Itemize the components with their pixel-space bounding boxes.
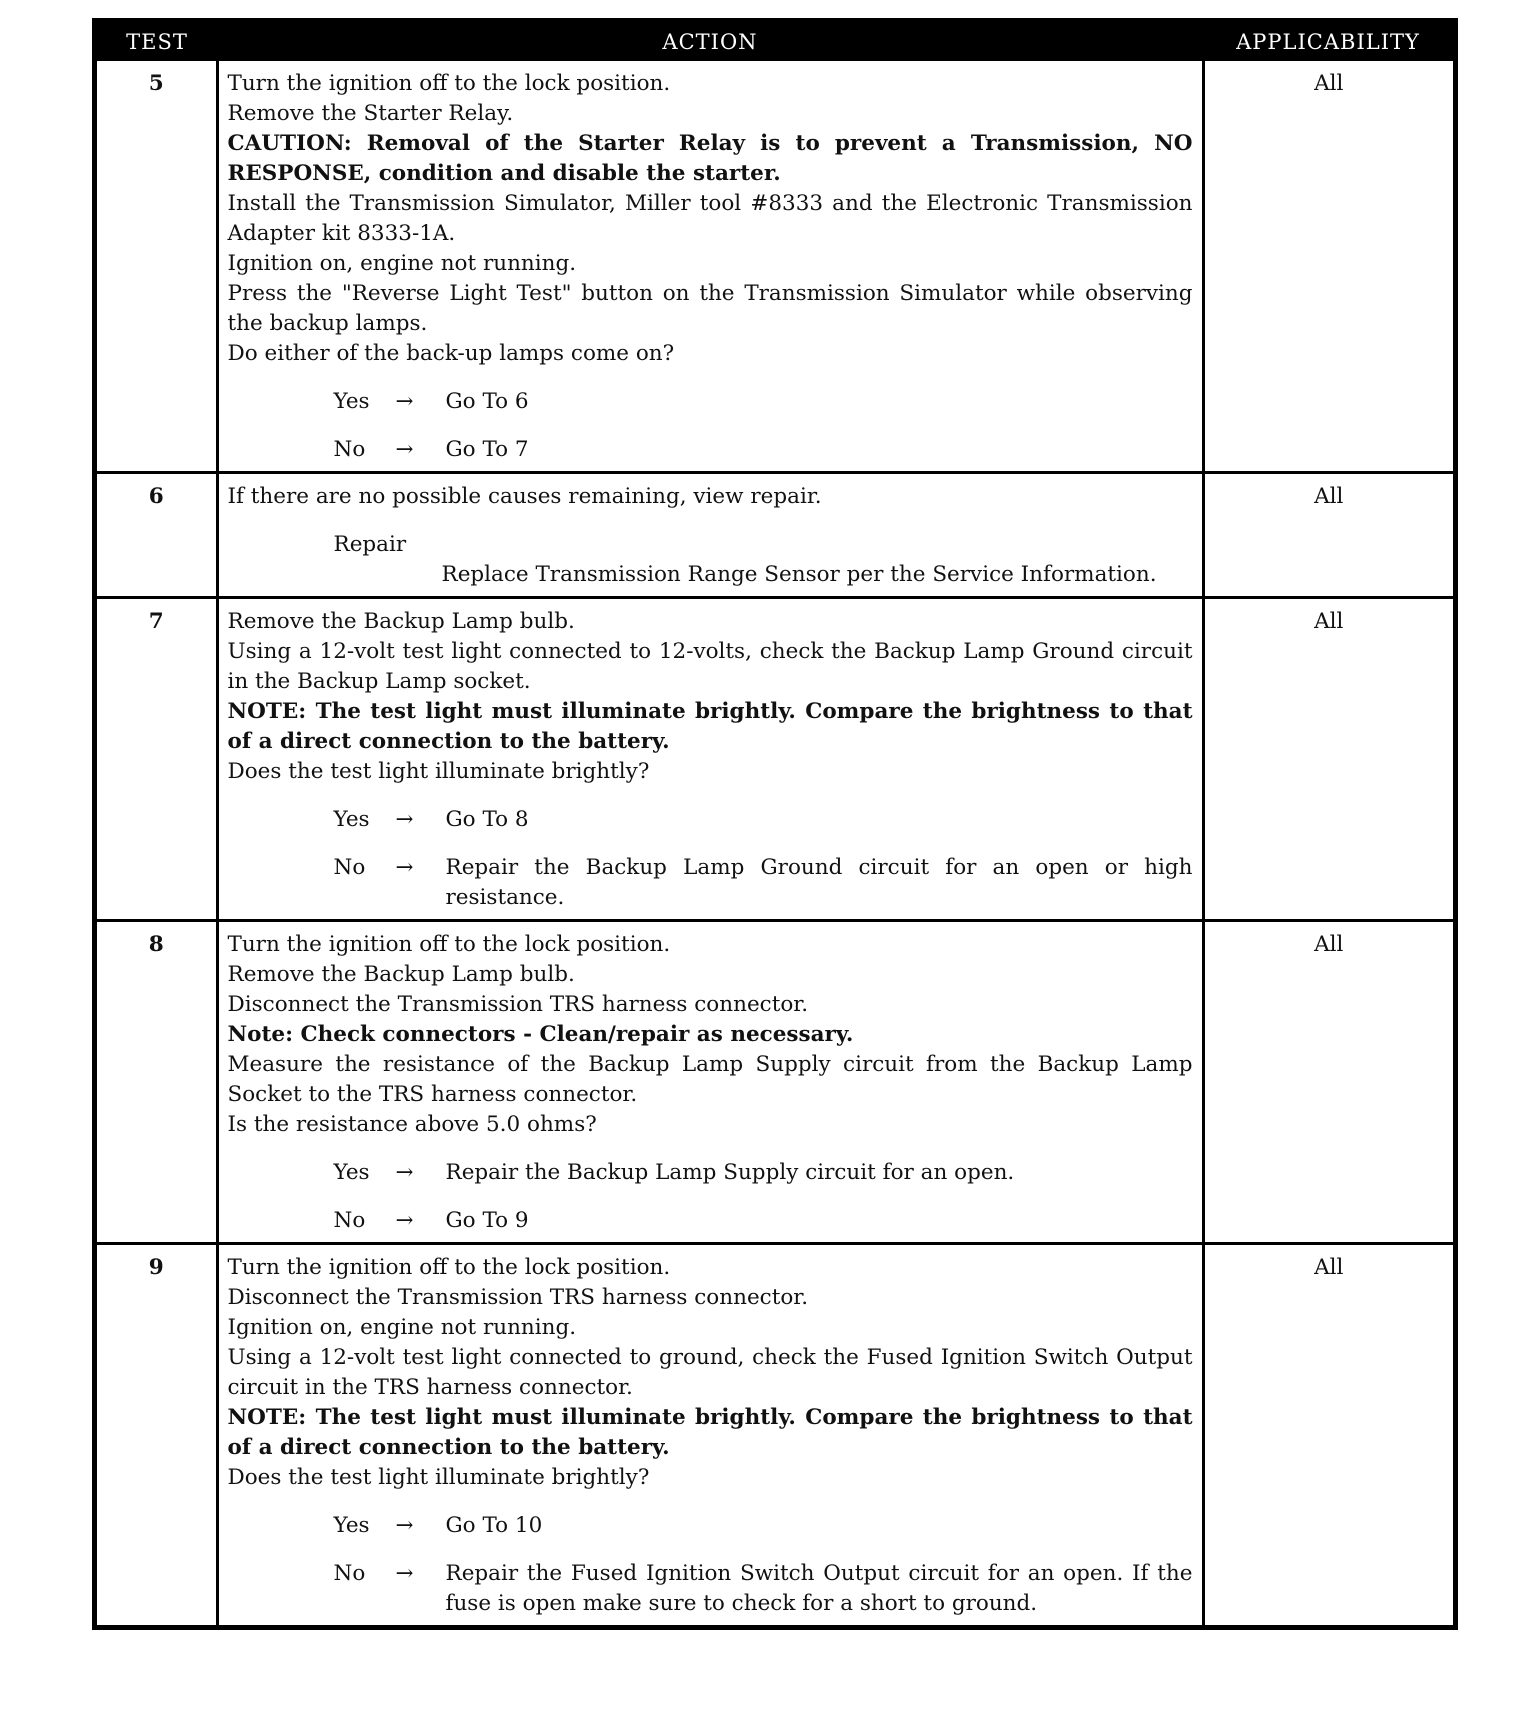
action-step: Measure the resistance of the Backup Lamp Supply circuit from the Backup Lamp Socket to the TRS harness connector. [227,1052,1193,1107]
action-step: Remove the Backup Lamp bulb. [227,609,575,634]
outcome-result: Go To 8 [445,807,529,832]
outcome-result: Go To 9 [445,1208,529,1233]
outcome-result: Repair the Backup Lamp Ground circuit for an open or high resistance. [445,855,1193,910]
outcome-list [228,1158,1193,1236]
arrow-icon: → [395,855,414,880]
test-number: 8 [97,921,217,1244]
arrow-icon: → [395,1561,414,1586]
arrow-icon: → [395,1513,414,1538]
outcome-no [334,1206,1193,1236]
table-row-test-6 [97,473,1453,598]
action-step: Press the "Reverse Light Test" button on the Transmission Simulator while observing the backup lamps. [227,281,1193,336]
action-step: Remove the Backup Lamp bulb. [227,962,575,987]
caution-note: CAUTION: Removal of the Starter Relay is to prevent a Transmission, NO RESPONSE, condition and disable the starter. [227,131,1193,186]
arrow-icon: → [395,389,414,414]
question: Is the resistance above 5.0 ohms? [227,1112,597,1137]
action-step: Disconnect the Transmission TRS harness connector. [227,992,809,1017]
outcome-label: No [333,1561,366,1586]
action-step: Using a 12-volt test light connected to ground, check the Fused Ignition Switch Output circuit in the TRS harness connector. [227,1345,1193,1400]
outcome-label: No [333,437,366,462]
action-cell [217,473,1203,598]
outcome-label: Yes [333,1513,370,1538]
question: Do either of the back-up lamps come on? [227,341,675,366]
outcome-no [334,1559,1193,1619]
action-step: Turn the ignition off to the lock position. [227,71,671,96]
action-step: Ignition on, engine not running. [227,1315,577,1340]
arrow-icon: → [395,1160,414,1185]
outcome-label: Yes [333,1160,370,1185]
header-applicability: APPLICABILITY [1203,23,1453,61]
action-step: Turn the ignition off to the lock position. [227,932,671,957]
action-step: Install the Transmission Simulator, Miller tool #8333 and the Electronic Transmission Adapter kit 8333-1A. [227,191,1193,246]
outcome-label: No [333,855,366,880]
diagnostic-test-table [92,18,1458,1630]
outcome-label: Yes [333,807,370,832]
outcome-no [334,853,1193,913]
test-number: 5 [97,61,217,473]
applicability-value: All [1203,598,1453,921]
outcome-result: Go To 6 [445,389,529,414]
header-action: ACTION [217,23,1203,61]
applicability-value: All [1203,473,1453,598]
table-row-test-7 [97,598,1453,921]
action-step: Remove the Starter Relay. [227,101,514,126]
applicability-value: All [1314,71,1344,96]
test-number: 9 [97,1244,217,1626]
action-cell [217,61,1203,473]
outcome-list [228,1511,1193,1619]
arrow-icon: → [395,807,414,832]
note: NOTE: The test light must illuminate brightly. Compare the brightness to that of a direct connection to the battery. [227,699,1193,754]
table-row-test-8 [97,921,1453,1244]
arrow-icon: → [395,437,414,462]
action-step: Ignition on, engine not running. [227,251,577,276]
outcome-yes [334,387,1193,417]
action-step: Disconnect the Transmission TRS harness connector. [227,1285,809,1310]
outcome-result: Repair the Backup Lamp Supply circuit for an open. [445,1160,1015,1185]
outcome-list [228,387,1193,465]
outcome-no [334,435,1193,465]
outcome-yes [334,1158,1193,1188]
action-cell [217,1244,1203,1626]
outcome-list [228,805,1193,913]
outcome-yes [334,1511,1193,1541]
repair-text: Replace Transmission Range Sensor per the Service Information. [441,562,1157,587]
question: Does the test light illuminate brightly? [227,1465,650,1490]
table-row-test-9 [97,1244,1453,1626]
outcome-yes [334,805,1193,835]
outcome-label: Yes [333,389,370,414]
action-step: If there are no possible causes remaining, view repair. [227,484,822,509]
outcome-result: Repair the Fused Ignition Switch Output circuit for an open. If the fuse is open make sure to check for a short to ground. [445,1561,1193,1616]
action-step: Turn the ignition off to the lock position. [227,1255,671,1280]
repair-label: Repair [333,532,407,557]
note: Note: Check connectors - Clean/repair as necessary. [227,1022,854,1047]
test-table [97,23,1453,1625]
arrow-icon: → [395,1208,414,1233]
test-number: 6 [97,473,217,598]
action-cell [217,598,1203,921]
header-test: TEST [97,23,217,61]
table-row-test-5 [97,61,1453,473]
repair-block [228,530,1193,590]
outcome-label: No [333,1208,366,1233]
action-step: Using a 12-volt test light connected to 12-volts, check the Backup Lamp Ground circuit in the Backup Lamp socket. [227,639,1193,694]
applicability-value: All [1203,1244,1453,1626]
test-number: 7 [97,598,217,921]
table-header [97,23,1453,61]
outcome-result: Go To 10 [445,1513,543,1538]
applicability-value: All [1203,921,1453,1244]
question: Does the test light illuminate brightly? [227,759,650,784]
outcome-result: Go To 7 [445,437,529,462]
note: NOTE: The test light must illuminate brightly. Compare the brightness to that of a direct connection to the battery. [227,1405,1193,1460]
action-cell [217,921,1203,1244]
